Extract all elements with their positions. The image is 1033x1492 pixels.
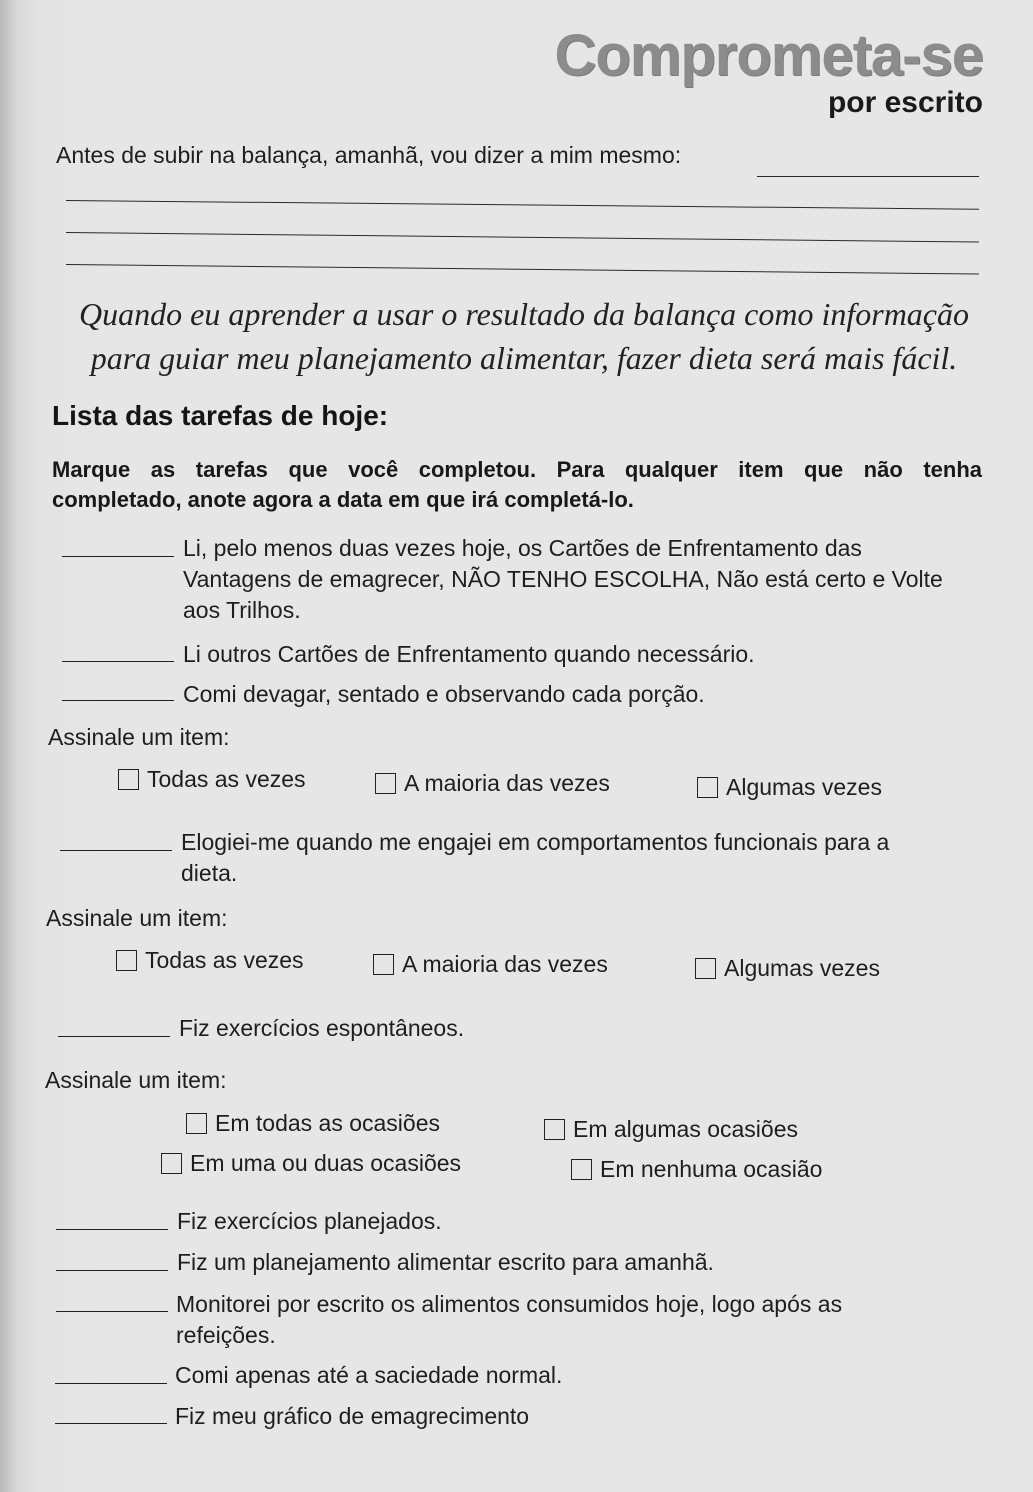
checkbox[interactable] (186, 1113, 207, 1134)
choice-option-label: Todas as vezes (147, 766, 306, 792)
task-item: Comi apenas até a saciedade normal. (175, 1362, 563, 1388)
statement-blank-line[interactable] (757, 176, 979, 177)
choice-option-label: Todas as vezes (145, 947, 304, 973)
task-item: Comi devagar, sentado e observando cada porção. (183, 681, 705, 707)
choice-option[interactable] (116, 947, 304, 974)
task-item: Monitorei por escrito os alimentos consumidos hoje, logo após as refeições. (176, 1291, 843, 1348)
writing-line[interactable] (66, 264, 979, 275)
task-blank[interactable] (62, 556, 174, 557)
choice-option[interactable] (375, 770, 610, 797)
tasks-instructions (52, 455, 982, 515)
task-blank[interactable] (62, 700, 174, 701)
choice-option-label: Em todas as ocasiões (215, 1110, 441, 1136)
checkbox[interactable] (373, 954, 394, 975)
checkbox[interactable] (375, 773, 396, 794)
checkbox[interactable] (116, 950, 137, 971)
page-subtitle: por escrito (827, 86, 983, 119)
instructions-line-2: completado, anote agora a data em que irá completá-lo. (52, 487, 634, 512)
choice-prompt: Assinale um item: (45, 1067, 227, 1093)
task-blank[interactable] (56, 1270, 168, 1271)
choice-option[interactable] (544, 1116, 798, 1143)
choice-prompt: Assinale um item: (48, 724, 230, 750)
checkbox[interactable] (695, 958, 716, 979)
task-blank[interactable] (55, 1383, 167, 1384)
choice-option-label: Algumas vezes (726, 774, 882, 800)
task-blank[interactable] (55, 1423, 167, 1424)
task-item: Fiz exercícios espontâneos. (179, 1015, 465, 1041)
choice-option-label: Em algumas ocasiões (573, 1116, 798, 1142)
choice-option[interactable] (373, 951, 608, 978)
task-blank[interactable] (58, 1036, 170, 1037)
tasks-heading: Lista das tarefas de hoje: (52, 400, 389, 431)
checkbox[interactable] (697, 777, 718, 798)
choice-option-label: A maioria das vezes (404, 770, 610, 796)
task-blank[interactable] (56, 1311, 168, 1312)
task-item: Fiz meu gráfico de emagrecimento (175, 1403, 530, 1429)
checkbox[interactable] (161, 1153, 182, 1174)
choice-option[interactable] (161, 1150, 461, 1177)
statement-prompt: Antes de subir na balança, amanhã, vou dizer a mim mesmo: (56, 142, 682, 168)
writing-line[interactable] (66, 232, 979, 243)
task-item: Li, pelo menos duas vezes hoje, os Cartões de Enfrentamento das Vantagens de emagrecer, NÃO TENHO ESCOLHA, Não está certo e Volte aos Trilhos. (183, 535, 943, 623)
task-blank[interactable] (56, 1229, 168, 1230)
task-blank[interactable] (60, 850, 172, 851)
task-item: Fiz um planejamento alimentar escrito para amanhã. (177, 1249, 714, 1275)
checkbox[interactable] (544, 1119, 565, 1140)
choice-option[interactable] (571, 1156, 822, 1183)
task-item: Li outros Cartões de Enfrentamento quando necessário. (183, 641, 755, 667)
page-title: Comprometa-se (554, 23, 983, 88)
choice-option[interactable] (695, 955, 880, 982)
choice-option-label: Em uma ou duas ocasiões (190, 1150, 462, 1176)
checkbox[interactable] (571, 1159, 592, 1180)
choice-option[interactable] (697, 774, 882, 801)
choice-option[interactable] (118, 766, 306, 793)
choice-option-label: A maioria das vezes (402, 951, 608, 977)
choice-option[interactable] (186, 1110, 440, 1137)
writing-line[interactable] (66, 200, 979, 210)
motivational-quote: Quando eu aprender a usar o resultado da balança como informação para guiar meu planejamento alimentar, fazer dieta será mais fácil. (79, 296, 969, 376)
task-item: Fiz exercícios planejados. (177, 1208, 442, 1234)
checkbox[interactable] (118, 769, 139, 790)
choice-prompt: Assinale um item: (46, 905, 228, 931)
task-blank[interactable] (62, 661, 174, 662)
task-item: Elogiei-me quando me engajei em comportamentos funcionais para a dieta. (181, 829, 890, 886)
choice-option-label: Em nenhuma ocasião (600, 1156, 823, 1182)
instructions-line-1: Marque as tarefas que você completou. Para qualquer item que não tenha (52, 457, 982, 482)
choice-option-label: Algumas vezes (724, 955, 880, 981)
